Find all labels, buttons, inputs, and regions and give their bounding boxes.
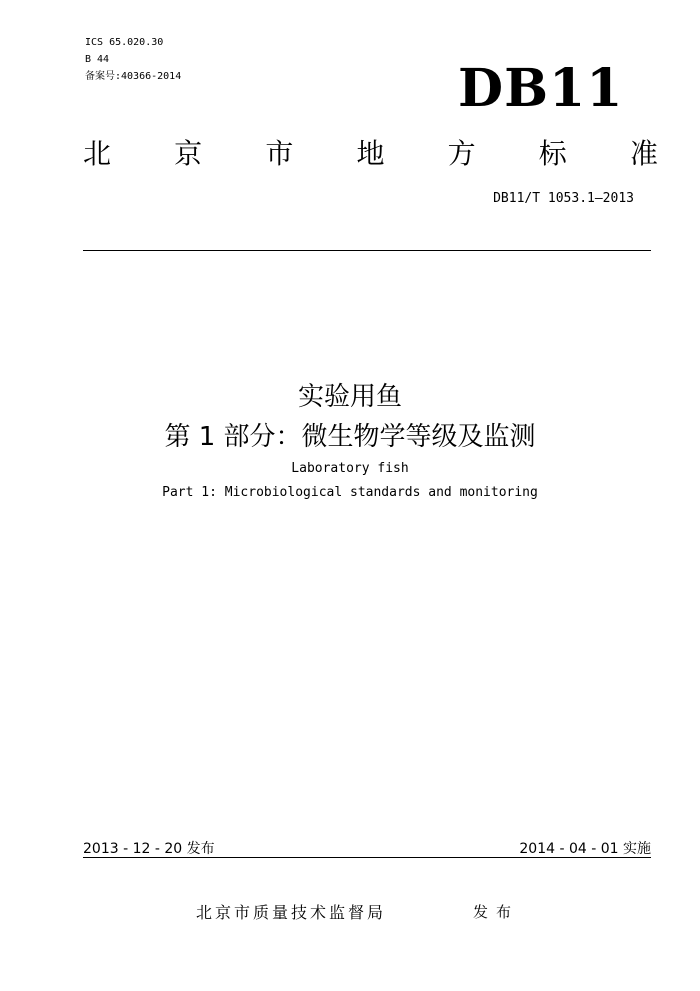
issue-date: 2013 - 12 - 20 发布 [83, 841, 215, 857]
issuing-authority: 北京市质量技术监督局 [196, 903, 387, 922]
standard-type-char: 市 [265, 137, 294, 170]
issue-label: 发布 [473, 903, 520, 921]
chinese-part-title: 第 1 部分：微生物学等级及监测 [164, 422, 536, 452]
bottom-divider [83, 857, 651, 858]
top-divider [83, 250, 651, 251]
standard-number: DB11/T 1053.1—2013 [493, 191, 634, 206]
chinese-title: 实验用鱼 [297, 382, 402, 412]
standard-type-title [83, 138, 658, 170]
standard-type-char: 京 [174, 137, 203, 170]
record-number: 备案号:40366-2014 [85, 71, 182, 82]
standard-type-char: 方 [447, 137, 476, 170]
implementation-date: 2014 - 04 - 01 实施 [519, 841, 651, 857]
ics-code: ICS 65.020.30 [85, 37, 164, 48]
standard-type-char: 标 [538, 137, 567, 170]
standard-type-char: 地 [356, 137, 385, 170]
english-part-title: Part 1: Microbiological standards and monitoring [162, 485, 538, 500]
standard-type-char: 准 [629, 137, 658, 170]
standard-type-char: 北 [83, 137, 112, 170]
classification-code: B 44 [85, 54, 110, 65]
english-title: Laboratory fish [291, 461, 409, 476]
standard-code-logo: DB11 [458, 58, 624, 119]
